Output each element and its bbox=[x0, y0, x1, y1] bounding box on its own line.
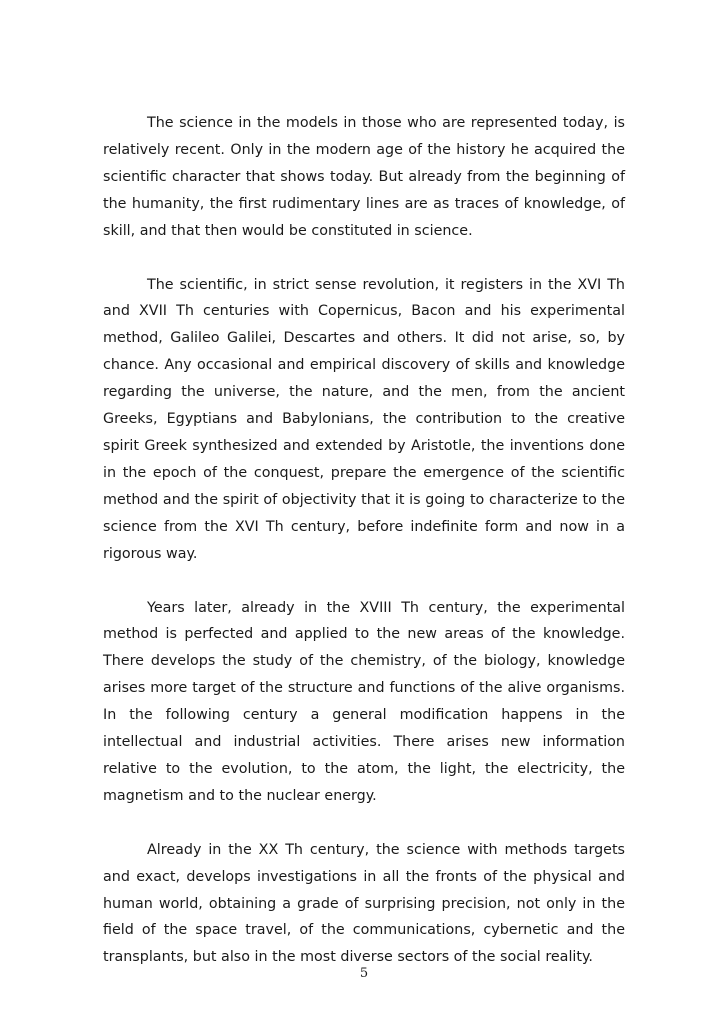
paragraph-4: Already in the XX Th century, the science with methods targets and exact, develops investigations in all the fronts of the physical and human world, obtaining a grade of surprising precision, not only in the field of the space travel, of the communications, cybernetic and the transplants, but also in the most diverse sectors of the social reality. bbox=[103, 841, 625, 966]
paragraph-2: The scientific, in strict sense revolution, it registers in the XVI Th and XVII Th centuries with Copernicus, Bacon and his experimental method, Galileo Galilei, Descartes and others. It did not arise, so, by chance. Any occasional and empirical discovery of skills and knowledge regarding the universe, the nature, and the men, from the ancient Greeks, Egyptians and Babylonians, the contribution to the creative spirit Greek synthesized and extended by Aristotle, the inventions done in the epoch of the conquest, prepare the emergence of the scientific method and the spirit of objectivity that it is going to characterize to the science from the XVI Th century, before indefinite form and now in a rigorous way. bbox=[103, 276, 625, 562]
page-number: 5 bbox=[359, 966, 369, 981]
paragraph-3: Years later, already in the XVIII Th century, the experimental method is perfected and applied to the new areas of the knowledge. There develops the study of the chemistry, of the biology, knowledge arises more target of the structure and functions of the alive organisms. In the following century a general modification happens in the intellectual and industrial activities. There arises new information relative to the evolution, to the atom, the light, the electricity, the magnetism and to the nuclear energy. bbox=[103, 599, 625, 804]
paragraph-1: The science in the models in those who are represented today, is relatively recent. Only in the modern age of the history he acquired the scientific character that shows today. But already from the beginning of the humanity, the first rudimentary lines are as traces of knowledge, of skill, and that then would be constituted in science. bbox=[103, 115, 625, 239]
document-body bbox=[103, 110, 625, 998]
